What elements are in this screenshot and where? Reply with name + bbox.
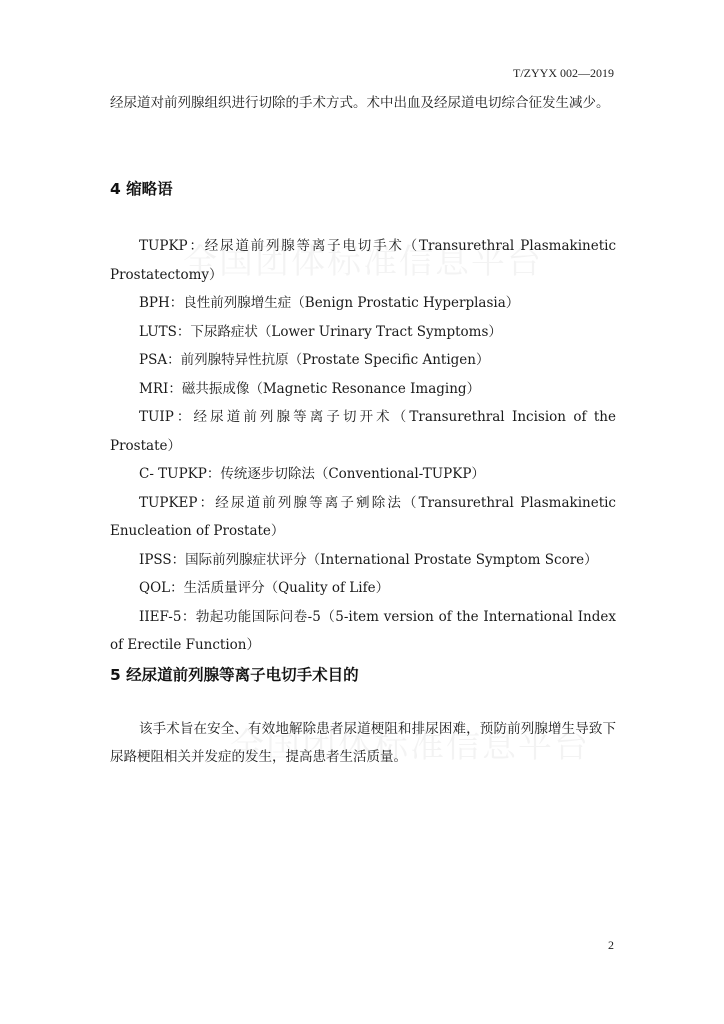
abbreviation-item: TUIP：经尿道前列腺等离子切开术（Transurethral Incision of the Prostate） bbox=[110, 409, 616, 454]
document-code: T/ZYYX 002—2019 bbox=[513, 66, 614, 80]
abbreviation-item: IPSS：国际前列腺症状评分（International Prostate Symptom Score） bbox=[139, 551, 598, 568]
abbreviation-item: PSA：前列腺特异性抗原（Prostate Specific Antigen） bbox=[139, 352, 490, 368]
abbreviation-item: BPH：良性前列腺增生症（Benign Prostatic Hyperplasia） bbox=[139, 295, 520, 311]
abbreviation-item: C- TUPKP：传统逐步切除法（Conventional-TUPKP） bbox=[139, 466, 485, 482]
abbreviation-list bbox=[110, 232, 616, 660]
abbreviation-item: IIEF-5：勃起功能国际问卷-5（5-item version of the International Index of Erectile Function） bbox=[110, 608, 616, 653]
abbreviation-item: MRI：磁共振成像（Magnetic Resonance Imaging） bbox=[139, 380, 481, 397]
abbreviation-item: TUPKP：经尿道前列腺等离子电切手术（Transurethral Plasmakinetic Prostatectomy） bbox=[110, 238, 616, 283]
section-5-heading: 5 经尿道前列腺等离子电切手术目的 bbox=[110, 666, 359, 684]
abbreviation-item: QOL：生活质量评分（Quality of Life） bbox=[139, 580, 390, 596]
intro-paragraph: 经尿道对前列腺组织进行切除的手术方式。术中出血及经尿道电切综合征发生减少。 bbox=[110, 95, 610, 111]
abbreviation-item: TUPKEP：经尿道前列腺等离子剜除法（Transurethral Plasmakinetic Enucleation of Prostate） bbox=[110, 494, 616, 539]
section-4-heading: 4 缩略语 bbox=[110, 180, 173, 198]
abbreviation-item: LUTS：下尿路症状（Lower Urinary Tract Symptoms） bbox=[139, 323, 502, 340]
page-number: 2 bbox=[608, 938, 614, 952]
purpose-paragraph: 该手术旨在安全、有效地解除患者尿道梗阻和排尿困难，预防前列腺增生导致下尿路梗阻相关并发症的发生，提高患者生活质量。 bbox=[110, 721, 616, 765]
